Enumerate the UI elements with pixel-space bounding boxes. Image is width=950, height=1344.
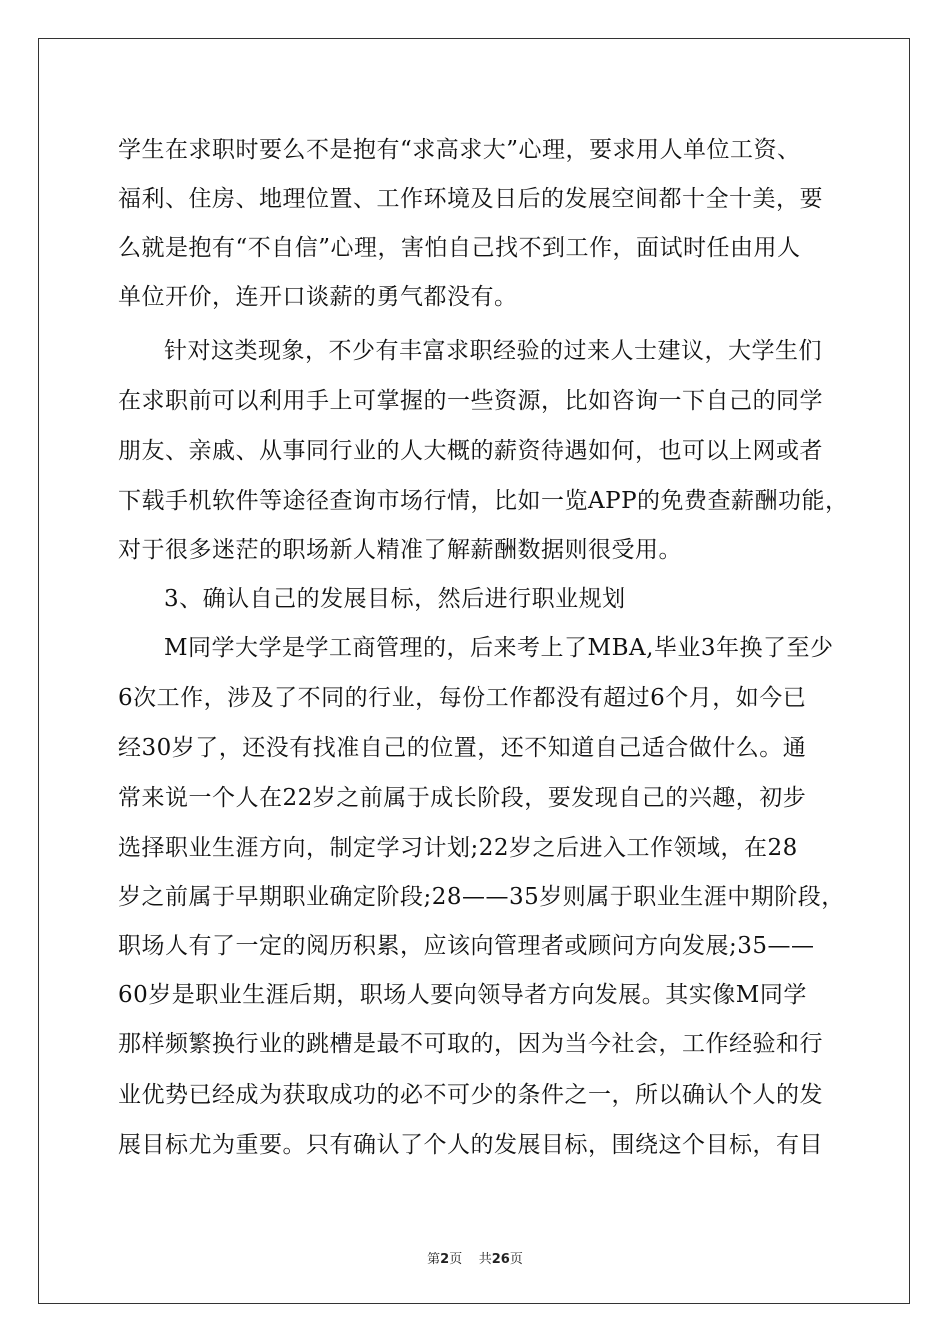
- text-line: 单位开价，连开口谈薪的勇气都没有。: [118, 284, 518, 310]
- text-line: 朋友、亲戚、从事同行业的人大概的薪资待遇如何，也可以上网或者: [118, 438, 823, 464]
- text-line: 针对这类现象，不少有丰富求职经验的过来人士建议，大学生们: [164, 338, 822, 364]
- page-border: [38, 38, 910, 1304]
- text-line: 展目标尤为重要。只有确认了个人的发展目标，围绕这个目标，有目: [118, 1132, 823, 1158]
- text-line: 选择职业生涯方向，制定学习计划;22岁之后进入工作领域，在28: [118, 835, 798, 861]
- text-line: 么就是抱有“不自信”心理，害怕自己找不到工作，面试时任由用人: [118, 235, 801, 261]
- page-number-prefix: 第: [427, 1252, 441, 1267]
- text-line: 业优势已经成为获取成功的必不可少的条件之一，所以确认个人的发: [118, 1082, 823, 1108]
- text-line: 岁之前属于早期职业确定阶段;28——35岁则属于职业生涯中期阶段，: [118, 884, 845, 910]
- text-line: 常来说一个人在22岁之前属于成长阶段，要发现自己的兴趣，初步: [118, 785, 807, 811]
- text-line: 经30岁了，还没有找准自己的位置，还不知道自己适合做什么。通: [118, 735, 807, 761]
- page-footer: [0, 1248, 950, 1267]
- page-number-suffix: 页: [449, 1252, 463, 1267]
- text-line: 在求职前可以利用手上可掌握的一些资源，比如咨询一下自己的同学: [118, 388, 823, 414]
- text-line: 60岁是职业生涯后期，职场人要向领导者方向发展。其实像M同学: [118, 982, 807, 1008]
- page-total-suffix: 页: [509, 1252, 523, 1267]
- text-line: 福利、住房、地理位置、工作环境及日后的发展空间都十全十美，要: [118, 186, 823, 212]
- text-line: M同学大学是学工商管理的，后来考上了MBA,毕业3年换了至少: [164, 635, 834, 661]
- text-line: 6次工作，涉及了不同的行业，每份工作都没有超过6个月，如今已: [118, 685, 807, 711]
- text-line: 职场人有了一定的阅历积累，应该向管理者或顾问方向发展;35——: [118, 933, 815, 959]
- page-number-total: 26: [491, 1252, 510, 1267]
- page-number-current: 2: [440, 1252, 450, 1267]
- text-line: 对于很多迷茫的职场新人精准了解薪酬数据则很受用。: [118, 537, 682, 563]
- section-heading: 3、确认自己的发展目标，然后进行职业规划: [164, 586, 626, 612]
- text-line: 学生在求职时要么不是抱有“求高求大”心理，要求用人单位工资、: [118, 137, 801, 163]
- page-total-prefix: 共: [478, 1252, 492, 1267]
- text-line: 那样频繁换行业的跳槽是最不可取的，因为当今社会，工作经验和行: [118, 1031, 823, 1057]
- text-line: 下载手机软件等途径查询市场行情，比如一览APP的免费查薪酬功能，: [118, 488, 849, 514]
